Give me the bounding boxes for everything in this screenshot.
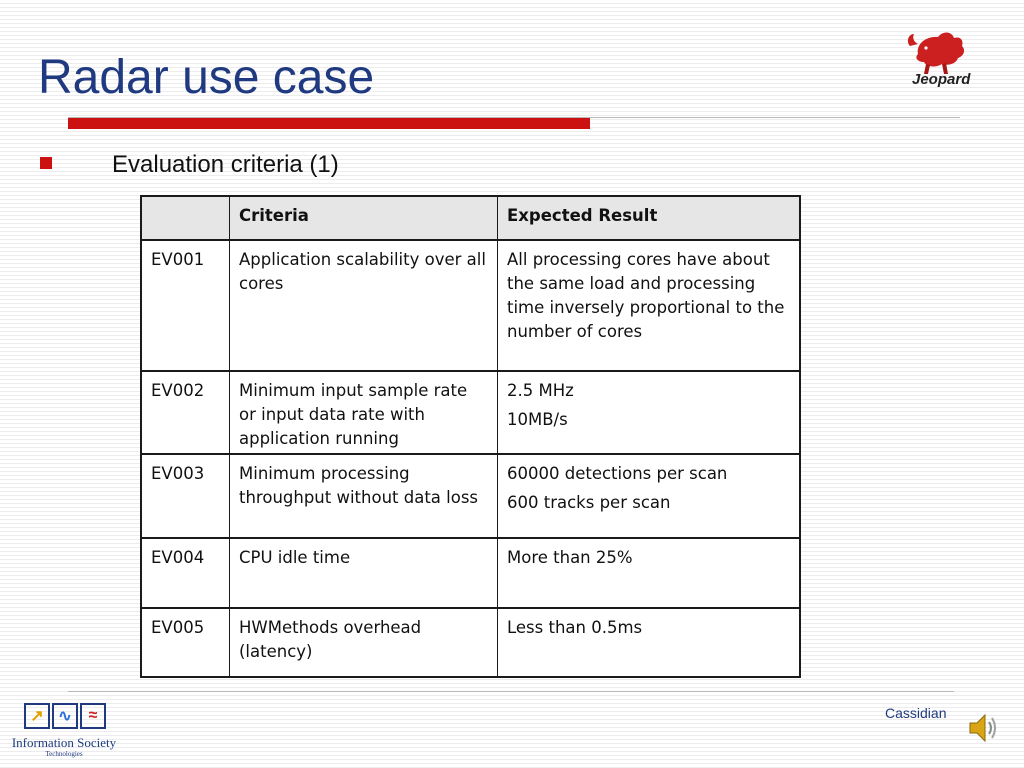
- row-id: EV003: [141, 454, 230, 538]
- ist-logo-line1: Information Society: [11, 735, 117, 750]
- row-criteria: CPU idle time: [230, 538, 498, 608]
- header-criteria: Criteria: [230, 196, 498, 240]
- row-criteria: Minimum processing throughput without data loss: [230, 454, 498, 538]
- bullet-marker: [40, 157, 52, 169]
- table-row: [141, 240, 800, 371]
- row-id: EV004: [141, 538, 230, 608]
- row-id: EV002: [141, 371, 230, 454]
- table-header-row: [141, 196, 800, 240]
- table-row: [141, 538, 800, 608]
- result-line: More than 25%: [507, 548, 633, 567]
- bullet-text: Evaluation criteria (1): [112, 151, 339, 178]
- bull-logo-icon: [908, 33, 964, 74]
- row-result: [498, 608, 801, 677]
- ist-wave-icon: ∿: [52, 703, 78, 729]
- jeopard-logo: [896, 24, 1006, 90]
- header-expected-result: Expected Result: [498, 196, 801, 240]
- row-result: [498, 240, 801, 371]
- row-result: [498, 454, 801, 538]
- result-line: 60000 detections per scan: [507, 464, 728, 483]
- result-line: 600 tracks per scan: [507, 493, 671, 512]
- row-id: EV001: [141, 240, 230, 371]
- logo-wordmark: Jeopard: [912, 71, 971, 88]
- ist-logo-line2: Technologies: [45, 750, 83, 758]
- slide-title: Radar use case: [38, 51, 375, 104]
- ist-lines-icon: ≈: [80, 703, 106, 729]
- row-criteria: HWMethods overhead (latency): [230, 608, 498, 677]
- row-criteria: Application scalability over all cores: [230, 240, 498, 371]
- result-line: 10MB/s: [507, 410, 568, 429]
- footer-brand: Cassidian: [885, 705, 947, 721]
- criteria-table: [140, 195, 801, 678]
- row-id: EV005: [141, 608, 230, 677]
- row-result: [498, 371, 801, 454]
- result-line: 2.5 MHz: [507, 381, 574, 400]
- speaker-icon[interactable]: [966, 710, 998, 746]
- ist-logo-icon: [6, 698, 122, 762]
- criteria-table-wrap: [140, 195, 801, 678]
- footer-rule: [68, 691, 954, 692]
- result-line: All processing cores have about the same load and processing time inversely proportional to the number of cores: [507, 250, 785, 341]
- result-line: Less than 0.5ms: [507, 618, 643, 637]
- ist-arrow-icon: ↗: [24, 703, 50, 729]
- row-criteria: Minimum input sample rate or input data rate with application running: [230, 371, 498, 454]
- table-row: [141, 608, 800, 677]
- table-row: [141, 454, 800, 538]
- title-rule-red: [68, 118, 590, 129]
- header-id: [141, 196, 230, 240]
- row-result: [498, 538, 801, 608]
- table-row: [141, 371, 800, 454]
